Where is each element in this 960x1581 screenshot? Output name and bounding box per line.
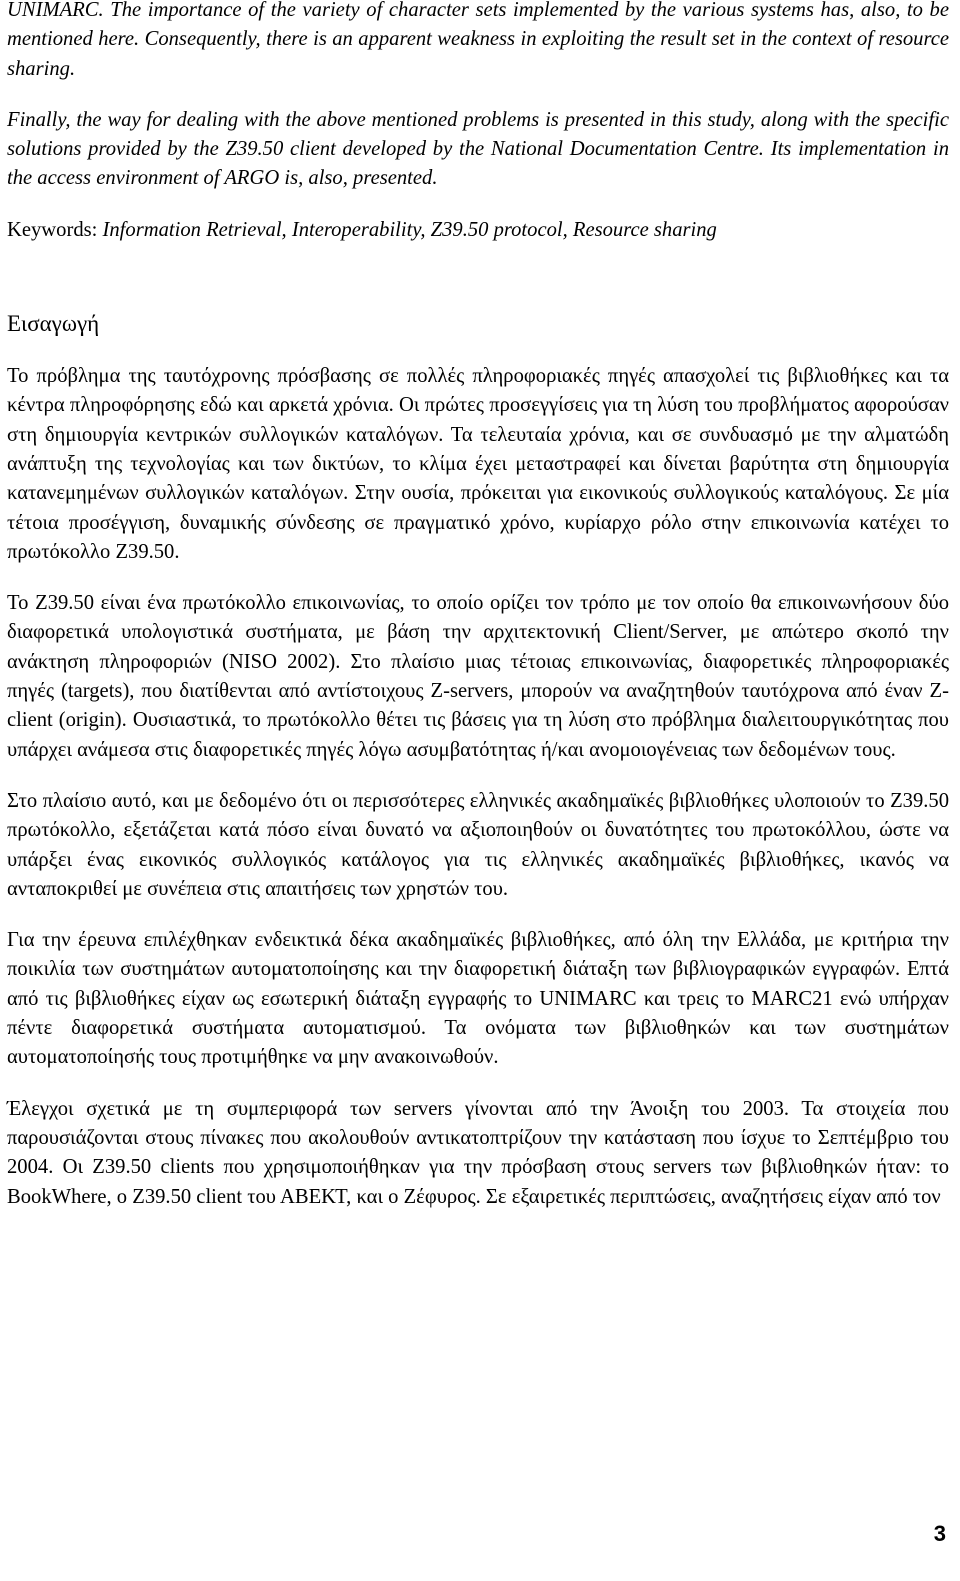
abstract-conclusion-paragraph: Finally, the way for dealing with the above mentioned problems is presented in this study, along with the specific solutions provided by the Z39.50 client developed by the National Documentation Centre. Its implementation in the access environment of ARGO is, also, presented. [7,108,949,190]
keywords-line [7,216,949,245]
body-paragraph: Στο πλαίσιο αυτό, και με δεδομένο ότι οι περισσότερες ελληνικές ακαδημαϊκές βιβλιοθήκες υλοποιούν το Z39.50 πρωτόκολλο, εξετάζεται κατά πόσο είναι δυνατό να αξιοποιηθούν οι δυνατότητες του πρωτοκόλλου, ώστε να υπάρξει ένας εικονικός συλλογικός κατάλογος για τις ελληνικές ακαδημαϊκές βιβλιοθήκες, ικανός να ανταποκριθεί με συνέπεια στις απαιτήσεις των χρηστών του. [7,789,949,900]
body-paragraph: Για την έρευνα επιλέχθηκαν ενδεικτικά δέκα ακαδημαϊκές βιβλιοθήκες, από όλη την Ελλάδα, με κριτήρια την ποικιλία των συστημάτων αυτοματοποίησης και την διαφορετική διάταξη των βιβλιογραφικών εγγραφών. Επτά από τις βιβλιοθήκες είχαν ως εσωτερική διάταξη εγγραφής το UNIMARC και τρεις το MARC21 ενώ υπήρχαν πέντε διαφορετικά συστήματα αυτοματισμού. Τα ονόματα των βιβλιοθηκών και των συστημάτων αυτοματοποίησής τους προτιμήθηκε να μην ανακοινωθούν. [7,929,949,1069]
body-paragraph: Το Z39.50 είναι ένα πρωτόκολλο επικοινωνίας, το οποίο ορίζει τον τρόπο με τον οποίο θα επικοινωνήσουν δύο διαφορετικά υπολογιστικά συστήματα, με βάση την αρχιτεκτονική Client/Server, με απώτερο σκοπό την ανάκτηση πληροφοριών (NISO 2002). Στο πλαίσιο μιας τέτοιας επικοινωνίας, διαφορετικές πληροφοριακές πηγές (targets), που διατίθενται από αντίστοιχους Z-servers, μπορούν να αναζητηθούν ταυτόχρονα από έναν Z-client (origin). Ουσιαστικά, το πρωτόκολλο θέτει τις βάσεις για τη λύση στο πρόβλημα διαλειτουργικότητας που υπάρχει ανάμεσα στις διαφορετικές πηγές λόγω ασυμβατότητας ή/και ανομοιογένειας των δεδομένων τους. [7,592,949,761]
document-page [7,0,949,1212]
keywords-list: Information Retrieval, Interoperability, Z39.50 protocol, Resource sharing [102,218,717,241]
page-number: 3 [933,1521,946,1546]
section-heading: Εισαγωγή [7,311,100,337]
body-paragraph: Έλεγχοι σχετικά με τη συμπεριφορά των servers γίνονται από την Άνοιξη του 2003. Τα στοιχεία που παρουσιάζονται στους πίνακες που ακολουθούν αντικατοπτρίζουν την κατάσταση που ίσχυε το Σεπτέμβριο του 2004. Οι Z39.50 clients που χρησιμοποιήθηκαν για την πρόσβαση στους servers των βιβλιοθηκών ήταν: το BookWhere, ο Z39.50 client του ΑΒΕΚΤ, και ο Ζέφυρος. Σε εξαιρετικές περιπτώσεις, αναζητήσεις είχαν από τον [7,1097,949,1208]
keywords-label: Keywords: [7,218,103,241]
abstract-continuation-paragraph: UNIMARC. The importance of the variety of character sets implemented by the various systems has, also, to be mentioned here. Consequently, there is an apparent weakness in exploiting the result set in the context of resource sharing. [7,0,949,80]
body-paragraph: Το πρόβλημα της ταυτόχρονης πρόσβασης σε πολλές πληροφοριακές πηγές απασχολεί τις βιβλιοθήκες και τα κέντρα πληροφόρησης εδώ και αρκετά χρόνια. Οι πρώτες προσεγγίσεις για τη λύση του προβλήματος αφορούσαν στη δημιουργία κεντρικών συλλογικών καταλόγων. Τα τελευταία χρόνια, και σε συνδυασμό με την αλματώδη ανάπτυξη της τεχνολογίας και των δικτύων, το κλίμα έχει μεταστραφεί και δίνεται βαρύτητα στη δημιουργία κατανεμημένων συλλογικών καταλόγων. Στην ουσία, πρόκειται για εικονικούς συλλογικούς καταλόγους. Σε μία τέτοια προσέγγιση, δυναμικής σύνδεσης σε πραγματικό χρόνο, κυρίαρχο ρόλο στην επικοινωνία κατέχει το πρωτόκολλο Z39.50. [7,365,949,563]
